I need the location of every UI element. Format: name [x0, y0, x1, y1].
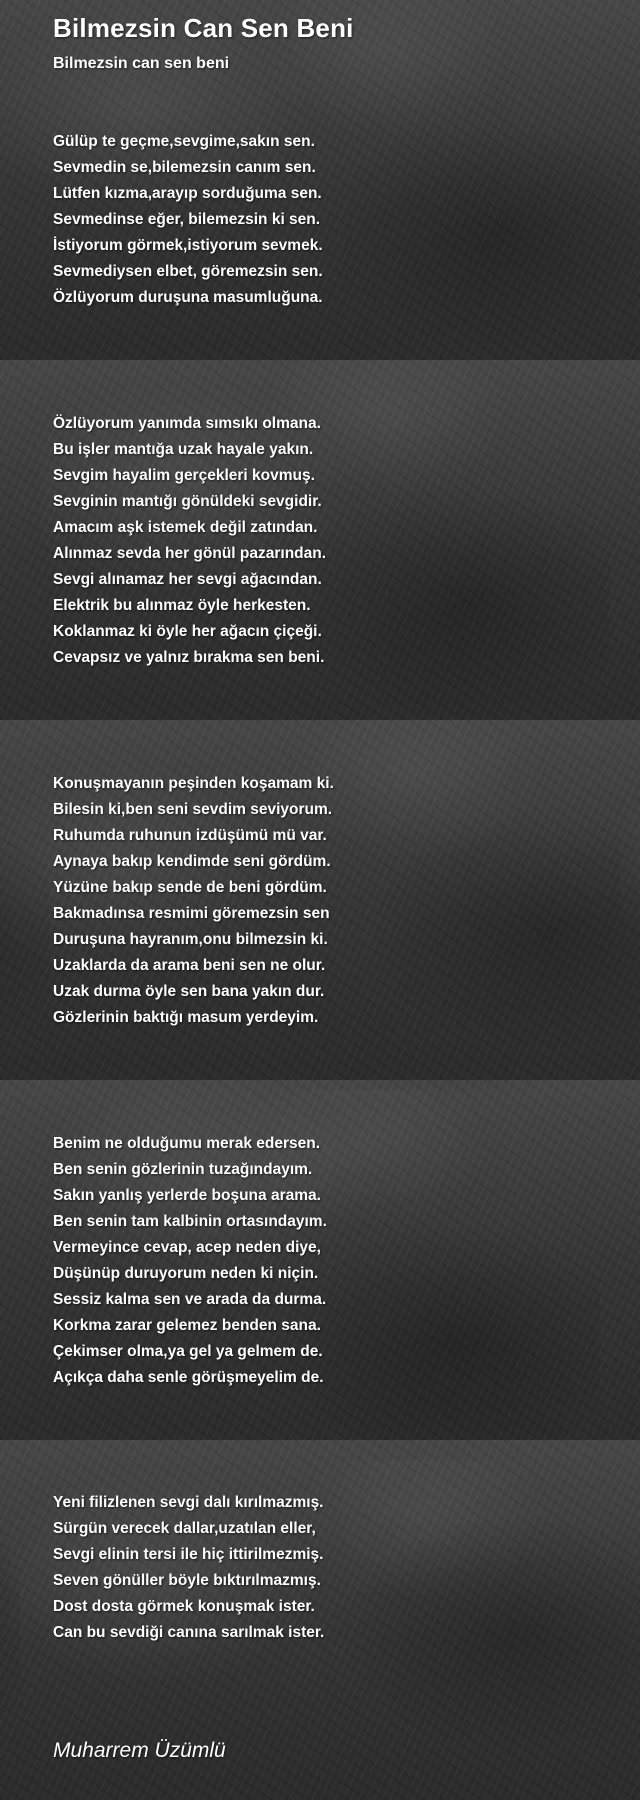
poem-line: Seven gönüller böyle bıktırılmazmış.	[53, 1572, 321, 1589]
poem-line: Düşünüp duruyorum neden ki niçin.	[53, 1265, 319, 1282]
poem-line: Sevgi elinin tersi ile hiç ittirilmezmiş.	[53, 1546, 324, 1563]
poem-title: Bilmezsin Can Sen Beni	[53, 13, 354, 43]
poem-line: Bu işler mantığa uzak hayale yakın.	[53, 441, 314, 458]
poem-line: Konuşmayanın peşinden koşamam ki.	[53, 775, 334, 792]
poem-line: Gülüp te geçme,sevgime,sakın sen.	[53, 133, 315, 150]
poem-line: Sevmediysen elbet, göremezsin sen.	[53, 263, 323, 280]
poem-line: Çekimser olma,ya gel ya gelmem de.	[53, 1343, 323, 1360]
poem-line: Alınmaz sevda her gönül pazarından.	[53, 545, 327, 562]
poem-line: Aynaya bakıp kendimde seni gördüm.	[53, 853, 331, 870]
stanza-5	[53, 1490, 324, 1646]
poem-line: Uzaklarda da arama beni sen ne olur.	[53, 957, 326, 974]
poem-line: Bilesin ki,ben seni sevdim seviyorum.	[53, 801, 333, 818]
poem-line: Elektrik bu alınmaz öyle herkesten.	[53, 597, 311, 614]
poem-line: Ruhumda ruhunun izdüşümü mü var.	[53, 827, 327, 844]
poem-line: Dost dosta görmek konuşmak ister.	[53, 1598, 315, 1615]
poem-subtitle: Bilmezsin can sen beni	[53, 55, 230, 72]
poem-line: Yüzüne bakıp sende de beni gördüm.	[53, 879, 327, 896]
poem-line: Ben senin tam kalbinin ortasındayım.	[53, 1213, 327, 1230]
stanza-2	[53, 411, 326, 671]
poem-line: İstiyorum görmek,istiyorum sevmek.	[53, 237, 323, 254]
poem-line: Sevmedinse eğer, bilemezsin ki sen.	[53, 211, 321, 228]
poem-line: Can bu sevdiği canına sarılmak ister.	[53, 1624, 325, 1641]
poem-line: Uzak durma öyle sen bana yakın dur.	[53, 983, 325, 1000]
poem-line: Ben senin gözlerinin tuzağındayım.	[53, 1161, 313, 1178]
poem-line: Bakmadınsa resmimi göremezsin sen	[53, 905, 330, 922]
stanza-3	[53, 771, 334, 1031]
poem-line: Benim ne olduğumu merak edersen.	[53, 1135, 321, 1152]
poem-line: Sessiz kalma sen ve arada da durma.	[53, 1291, 327, 1308]
poem-line: Sevgim hayalim gerçekleri kovmuş.	[53, 467, 315, 484]
poem-line: Özlüyorum yanımda sımsıkı olmana.	[53, 415, 321, 432]
poem-line: Sakın yanlış yerlerde boşuna arama.	[53, 1187, 321, 1204]
poem-author: Muharrem Üzümlü	[53, 1739, 226, 1762]
poem-line: Lütfen kızma,arayıp sorduğuma sen.	[53, 185, 322, 202]
poem-line: Yeni filizlenen sevgi dalı kırılmazmış.	[53, 1494, 324, 1511]
poem-line: Vermeyince cevap, acep neden diye,	[53, 1239, 321, 1256]
poem-line: Duruşuna hayranım,onu bilmezsin ki.	[53, 931, 328, 948]
poem-line: Korkma zarar gelemez benden sana.	[53, 1317, 321, 1334]
poem-line: Koklanmaz ki öyle her ağacın çiçeği.	[53, 623, 322, 640]
poem-line: Özlüyorum duruşuna masumluğuna.	[53, 289, 323, 306]
poem-line: Sürgün verecek dallar,uzatılan eller,	[53, 1520, 316, 1537]
poem-line: Sevginin mantığı gönüldeki sevgidir.	[53, 493, 322, 510]
poem-line: Gözlerinin baktığı masum yerdeyim.	[53, 1009, 319, 1026]
stanza-1	[53, 129, 323, 311]
poem-line: Amacım aşk istemek değil zatından.	[53, 519, 318, 536]
poem-line: Cevapsız ve yalnız bırakma sen beni.	[53, 649, 325, 666]
poem-line: Sevmedin se,bilemezsin canım sen.	[53, 159, 316, 176]
stanza-4	[53, 1131, 327, 1391]
poem-line: Açıkça daha senle görüşmeyelim de.	[53, 1369, 324, 1386]
poem-line: Sevgi alınamaz her sevgi ağacından.	[53, 571, 322, 588]
